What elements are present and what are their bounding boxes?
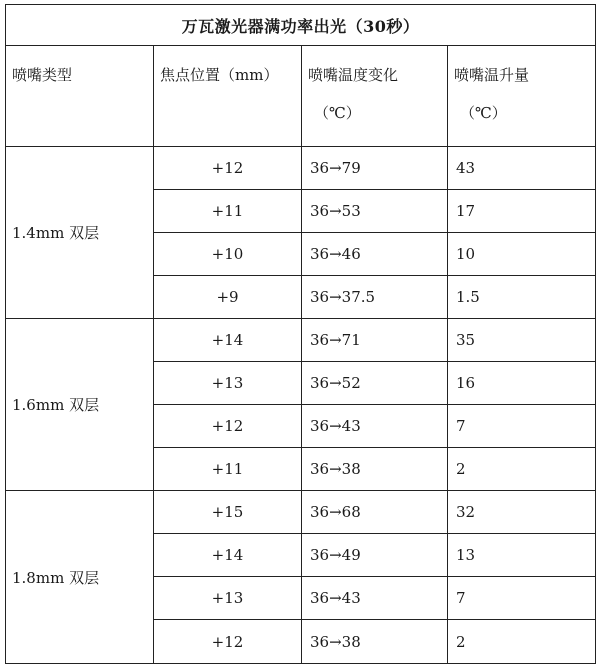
temp-rise-cell: 7	[448, 405, 596, 448]
focus-position-cell: +11	[154, 448, 302, 491]
data-table-container	[5, 4, 596, 664]
temp-change-cell: 36→71	[302, 319, 448, 362]
temp-rise-cell: 2	[448, 620, 596, 664]
focus-position-cell: +12	[154, 147, 302, 190]
temp-rise-cell: 10	[448, 233, 596, 276]
temp-rise-cell: 1.5	[448, 276, 596, 319]
header-temp-rise	[448, 46, 596, 147]
header-temp-change-text: 喷嘴温度变化	[308, 66, 399, 84]
nozzle-type-cell: 1.4mm 双层	[6, 147, 154, 319]
table-header-row	[6, 46, 596, 147]
nozzle-type-cell: 1.8mm 双层	[6, 491, 154, 664]
temp-change-cell: 36→38	[302, 620, 448, 664]
temp-change-cell: 36→43	[302, 577, 448, 620]
focus-position-cell: +10	[154, 233, 302, 276]
focus-position-cell: +9	[154, 276, 302, 319]
table-title: 万瓦激光器满功率出光（30秒）	[6, 5, 596, 46]
focus-position-cell: +13	[154, 362, 302, 405]
table-row	[6, 491, 596, 534]
table-row	[6, 319, 596, 362]
header-focus-position-text: 焦点位置（mm）	[160, 66, 279, 84]
focus-position-cell: +14	[154, 319, 302, 362]
header-temp-rise-unit: （℃）	[460, 104, 507, 122]
focus-position-cell: +15	[154, 491, 302, 534]
temp-change-cell: 36→79	[302, 147, 448, 190]
temp-rise-cell: 13	[448, 534, 596, 577]
table-row	[6, 147, 596, 190]
temp-rise-cell: 32	[448, 491, 596, 534]
laser-nozzle-temperature-table	[5, 4, 596, 664]
table-title-row	[6, 5, 596, 46]
temp-change-cell: 36→52	[302, 362, 448, 405]
focus-position-cell: +11	[154, 190, 302, 233]
focus-position-cell: +13	[154, 577, 302, 620]
header-nozzle-type-text: 喷嘴类型	[12, 66, 73, 84]
header-focus-position	[154, 46, 302, 147]
header-temp-change-unit: （℃）	[314, 104, 361, 122]
header-nozzle-type	[6, 46, 154, 147]
temp-change-cell: 36→37.5	[302, 276, 448, 319]
temp-change-cell: 36→46	[302, 233, 448, 276]
focus-position-cell: +12	[154, 405, 302, 448]
temp-change-cell: 36→68	[302, 491, 448, 534]
temp-rise-cell: 16	[448, 362, 596, 405]
header-temp-rise-text: 喷嘴温升量	[454, 66, 530, 84]
header-temp-change	[302, 46, 448, 147]
temp-change-cell: 36→43	[302, 405, 448, 448]
focus-position-cell: +14	[154, 534, 302, 577]
temp-change-cell: 36→53	[302, 190, 448, 233]
temp-rise-cell: 2	[448, 448, 596, 491]
temp-change-cell: 36→38	[302, 448, 448, 491]
focus-position-cell: +12	[154, 620, 302, 664]
nozzle-type-cell: 1.6mm 双层	[6, 319, 154, 491]
temp-rise-cell: 17	[448, 190, 596, 233]
temp-rise-cell: 43	[448, 147, 596, 190]
temp-rise-cell: 35	[448, 319, 596, 362]
temp-change-cell: 36→49	[302, 534, 448, 577]
temp-rise-cell: 7	[448, 577, 596, 620]
